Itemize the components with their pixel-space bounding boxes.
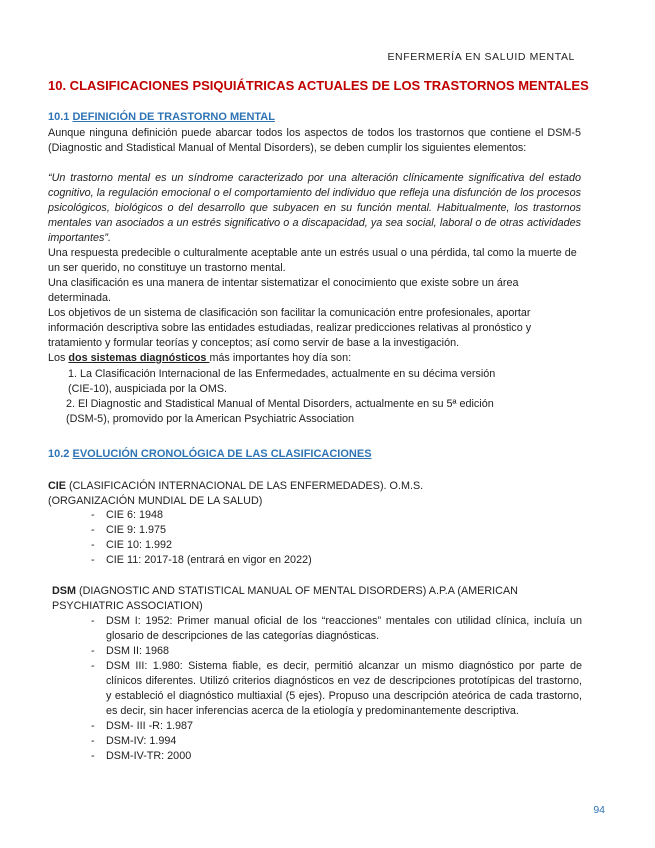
list-item: - DSM I: 1952: Primer manual oficial de los “reacciones” mentales con utilidad clínica, incluía un glosario de descripciones de las categorías diagnósticas.	[88, 614, 582, 644]
cie-description-2: (ORGANIZACIÓN MUNDIAL DE LA SALUD)	[48, 495, 263, 507]
list-item: - CIE 11: 2017-18 (entrará en vigor en 2022)	[88, 553, 582, 568]
list-item: - CIE 10: 1.992	[88, 538, 582, 553]
paragraph-two-systems	[48, 351, 581, 366]
section-title: DEFINICIÓN DE TRASTORNO MENTAL	[72, 111, 275, 123]
paragraph-predictable-response: Una respuesta predecible o culturalmente aceptable ante un estrés usual o una pérdida, tal como la muerte de un ser querido, no constituye un trastorno mental.	[48, 247, 577, 274]
dsm-version-list	[88, 614, 582, 764]
section-number: 10.1	[48, 111, 70, 123]
list-item: - CIE 6: 1948	[88, 508, 582, 523]
cie-label: CIE	[48, 480, 66, 492]
section-title: EVOLUCIÓN CRONOLÓGICA DE LAS CLASIFICACIONES	[72, 448, 372, 460]
cie-heading	[48, 479, 581, 494]
dsm-label: DSM	[52, 585, 76, 597]
paragraph-definition-quote: “Un trastorno mental es un síndrome caracterizado por una alteración clínicamente significativa del estado cognitivo, la regulación emocional o el comportamiento del individuo que refleja una disfunción de los procesos psicológicos, biológicos o del desarrollo que subyacen en su función mental. Habitualmente, los trastornos mentales van asociados a un estrés significativo o a discapacidad, ya sea social, laboral o de otras actividades importantes”.	[48, 172, 581, 244]
two-systems-pre: Los	[48, 352, 69, 364]
two-systems-emphasis: dos sistemas diagnósticos	[68, 352, 210, 364]
list-item: - CIE 9: 1.975	[88, 523, 582, 538]
two-systems-post: más importantes hoy día son:	[209, 352, 352, 364]
dsm-heading	[52, 584, 581, 614]
list-item: - DSM-IV: 1.994	[88, 734, 582, 749]
chapter-title: 10. CLASIFICACIONES PSIQUIÁTRICAS ACTUALES DE LOS TRASTORNOS MENTALES	[48, 78, 589, 93]
section-number: 10.2	[48, 448, 70, 460]
paragraph-objectives: Los objetivos de un sistema de clasificación son facilitar la comunicación entre profesionales, aportar información descriptiva sobre las entidades estudiadas, realizar predicciones relativas al pronóstico y tratamiento y formular teorías y conceptos; así como servir de base a la investigación.	[48, 307, 532, 349]
list-item: - DSM- III -R: 1.987	[88, 719, 582, 734]
numbered-item-2-line1: 2. El Diagnostic and Stadistical Manual of Mental Disorders, actualmente en su 5ª edición	[66, 398, 494, 410]
page-number: 94	[593, 804, 605, 816]
paragraph-classification: Una clasificación es una manera de intentar sistematizar el conocimiento que existe sobre un área determinada.	[48, 277, 519, 304]
numbered-item-2-line2: (DSM-5), promovido por la American Psychiatric Association	[66, 413, 355, 425]
running-header: ENFERMERÍA EN SALUID MENTAL	[387, 51, 575, 63]
section-heading-evolucion	[48, 448, 372, 460]
list-item: - DSM III: 1.980: Sistema fiable, es decir, permitió alcanzar un mismo diagnóstico por parte de clínicos diferentes. Utilizó criterios diagnósticos en vez de descripciones prototípicas del trastorno, y estableció el diagnóstico multiaxial (5 ejes). Propuso una descripción ateórica de cada trastorno, es decir, sin hacer inferencias acerca de la etiología y predominantemente descriptiva.	[88, 659, 582, 719]
list-item: - DSM-IV-TR: 2000	[88, 749, 582, 764]
numbered-item-1-line2: (CIE-10), auspiciada por la OMS.	[68, 383, 228, 395]
dsm-description: (DIAGNOSTIC AND STATISTICAL MANUAL OF MENTAL DISORDERS) A.P.A (AMERICAN PSYCHIATRIC ASSOCIATION)	[52, 585, 518, 612]
numbered-item-1-line1: 1. La Clasificación Internacional de las Enfermedades, actualmente en su décima versión	[68, 368, 496, 380]
section-heading-definicion	[48, 111, 275, 123]
list-item: - DSM II: 1968	[88, 644, 582, 659]
cie-version-list	[88, 508, 582, 568]
cie-description: (CLASIFICACIÓN INTERNACIONAL DE LAS ENFERMEDADES). O.M.S.	[66, 480, 424, 492]
paragraph-intro: Aunque ninguna definición puede abarcar todos los aspectos de todos los trastornos que contiene el DSM-5 (Diagnostic and Stadistical Manual of Mental Disorders), se deben cumplir los siguientes elementos:	[48, 127, 581, 154]
